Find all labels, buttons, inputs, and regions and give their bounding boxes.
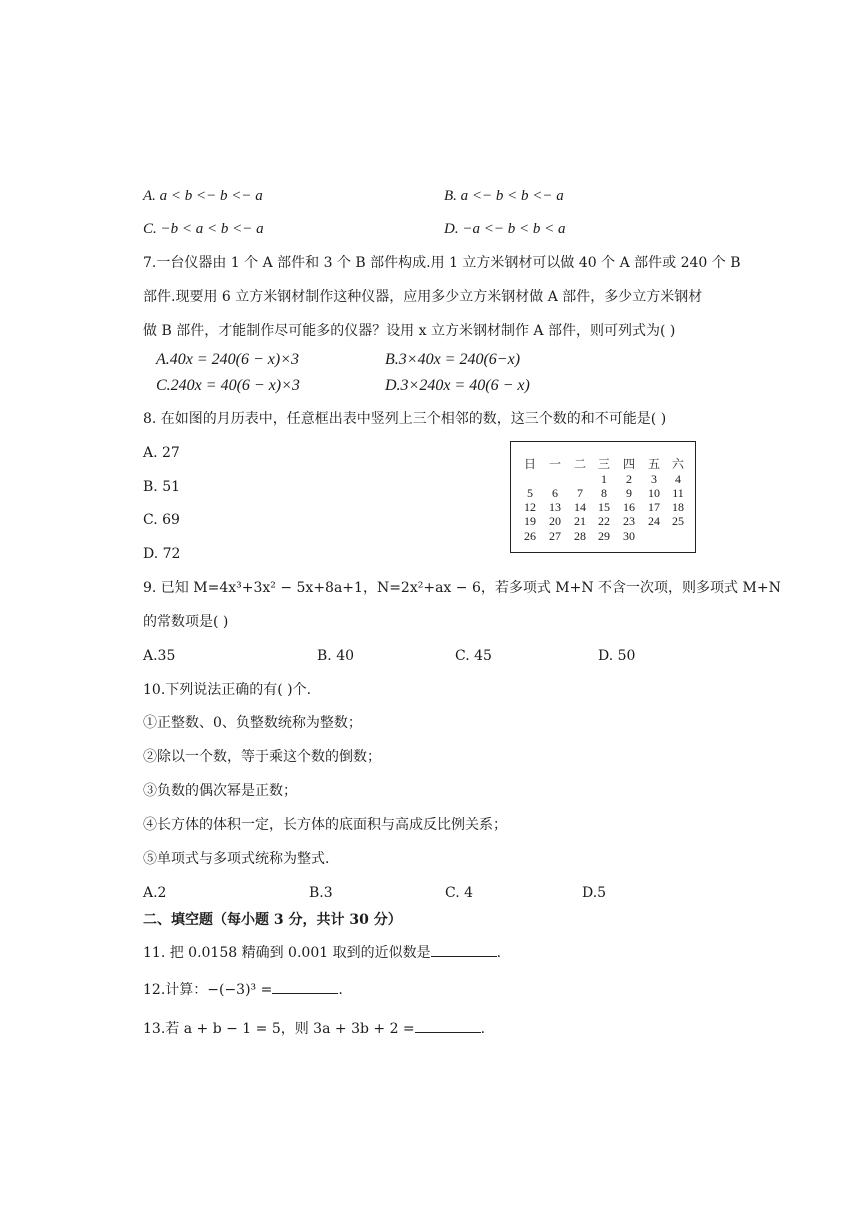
q10-statement-1: ①正整数、0、负整数统称为整数；: [143, 715, 362, 731]
calendar-day: 6: [552, 486, 558, 500]
q10-statement-3: ③负数的偶次幂是正数；: [143, 783, 297, 799]
q12-text: 12.计算：−(−3)³ =: [143, 982, 273, 998]
q11-answer-blank[interactable]: [431, 942, 497, 957]
q6-option-b: B. a <− b < b <− a: [444, 188, 564, 204]
q10-statement-2: ②除以一个数，等于乘这个数的倒数；: [143, 749, 381, 765]
calendar-day: 2: [626, 472, 632, 486]
calendar-day: 15: [598, 500, 610, 514]
calendar-day: 5: [527, 486, 533, 500]
q12-period: .: [338, 982, 343, 998]
q13-period: .: [480, 1021, 486, 1037]
q9-option-d: D. 50: [598, 648, 636, 664]
calendar-header: 五: [647, 457, 660, 471]
q10-option-c: C. 4: [445, 885, 474, 901]
calendar-day: 12: [524, 500, 536, 514]
calendar-day: 10: [648, 486, 660, 500]
month-calendar: [510, 441, 696, 553]
calendar-day: 1: [601, 472, 607, 486]
q8-option-a: A. 27: [143, 445, 180, 461]
q10-stem: 10.下列说法正确的有( )个.: [143, 682, 312, 698]
q6-option-a: A. a < b <− b <− a: [143, 188, 263, 204]
calendar-day: 14: [574, 500, 586, 514]
calendar-day: 24: [648, 514, 660, 528]
q10-statement-5: ⑤单项式与多项式统称为整式.: [143, 851, 330, 867]
calendar-day: 18: [672, 500, 684, 514]
q6-option-d: D. −a <− b < b < a: [444, 221, 566, 237]
q7-option-c: C.240x = 40(6 − x)×3: [156, 377, 300, 394]
calendar-day: 4: [675, 472, 681, 486]
q8-stem: 8. 在如图的月历表中，任意框出表中竖列上三个相邻的数，这三个数的和不可能是( ): [143, 411, 667, 427]
q13-row: [143, 1018, 485, 1038]
q9-option-b: B. 40: [317, 648, 355, 664]
q7-stem-line3: 做 B 部件，才能制作尽可能多的仪器？设用 x 立方米钢材制作 A 部件，则可列式为( ): [143, 323, 676, 339]
calendar-day: 13: [549, 500, 561, 514]
calendar-day: 21: [574, 514, 586, 528]
q7-option-a: A.40x = 240(6 − x)×3: [156, 351, 300, 368]
calendar-day: 17: [648, 500, 660, 514]
calendar-day: 27: [549, 529, 561, 543]
calendar-day: 19: [524, 514, 536, 528]
q10-statement-4: ④长方体的体积一定，长方体的底面积与高成反比例关系；: [143, 817, 507, 833]
calendar-day: 30: [623, 529, 635, 543]
calendar-header: 一: [548, 457, 561, 471]
q9-option-c: C. 45: [455, 648, 492, 664]
q11-period: .: [496, 945, 502, 961]
calendar-header: 六: [671, 457, 684, 471]
q10-option-a: A.2: [143, 885, 167, 901]
q7-stem-line2: 部件.现要用 6 立方米钢材制作这种仪器，应用多少立方米钢材做 A 部件，多少立方米钢材: [143, 289, 703, 305]
section-title: 二、填空题（每小题 3 分，共计 30 分）: [143, 912, 402, 928]
q8-option-b: B. 51: [143, 479, 181, 495]
q12-answer-blank[interactable]: [272, 979, 338, 994]
q12-row: [143, 979, 343, 999]
q7-stem-line1: 7.一台仪器由 1 个 A 部件和 3 个 B 部件构成.用 1 立方米钢材可以做 40 个 A 部件或 240 个 B: [143, 255, 741, 271]
q9-stem-line1: 9. 已知 M=4x³+3x² − 5x+8a+1，N=2x²+ax − 6，若多项式 M+N 不含一次项，则多项式 M+N: [143, 580, 781, 596]
q13-text: 13.若 a + b − 1 = 5，则 3a + 3b + 2 =: [143, 1021, 415, 1037]
calendar-day: 26: [524, 529, 536, 543]
calendar-header: 三: [597, 457, 610, 471]
calendar-header: 二: [573, 457, 586, 471]
calendar-day: 8: [601, 486, 607, 500]
calendar-day: 3: [651, 472, 657, 486]
q10-option-d: D.5: [582, 885, 607, 901]
q10-option-b: B.3: [309, 885, 333, 901]
calendar-day: 22: [598, 514, 610, 528]
calendar-day: 23: [623, 514, 635, 528]
calendar-day: 11: [672, 486, 684, 500]
calendar-day: 28: [574, 529, 586, 543]
q13-answer-blank[interactable]: [415, 1018, 481, 1033]
calendar-day: 9: [626, 486, 632, 500]
q7-option-d: D.3×240x = 40(6 − x): [385, 377, 530, 394]
calendar-day: 25: [672, 514, 684, 528]
calendar-day: 29: [598, 529, 610, 543]
q8-option-c: C. 69: [143, 512, 180, 528]
q11-text: 11. 把 0.0158 精确到 0.001 取到的近似数是: [143, 945, 431, 961]
q8-option-d: D. 72: [143, 546, 181, 562]
q6-option-c: C. −b < a < b <− a: [143, 221, 264, 237]
calendar-day: 16: [623, 500, 635, 514]
q9-stem-line2: 的常数项是( ): [143, 614, 229, 630]
calendar-header: 四: [622, 457, 635, 471]
q7-option-b: B.3×40x = 240(6−x): [385, 351, 521, 368]
calendar-day: 7: [577, 486, 583, 500]
calendar-day: 20: [549, 514, 561, 528]
calendar-header: 日: [523, 457, 536, 471]
q9-option-a: A.35: [143, 648, 176, 664]
q11-row: [143, 942, 501, 962]
